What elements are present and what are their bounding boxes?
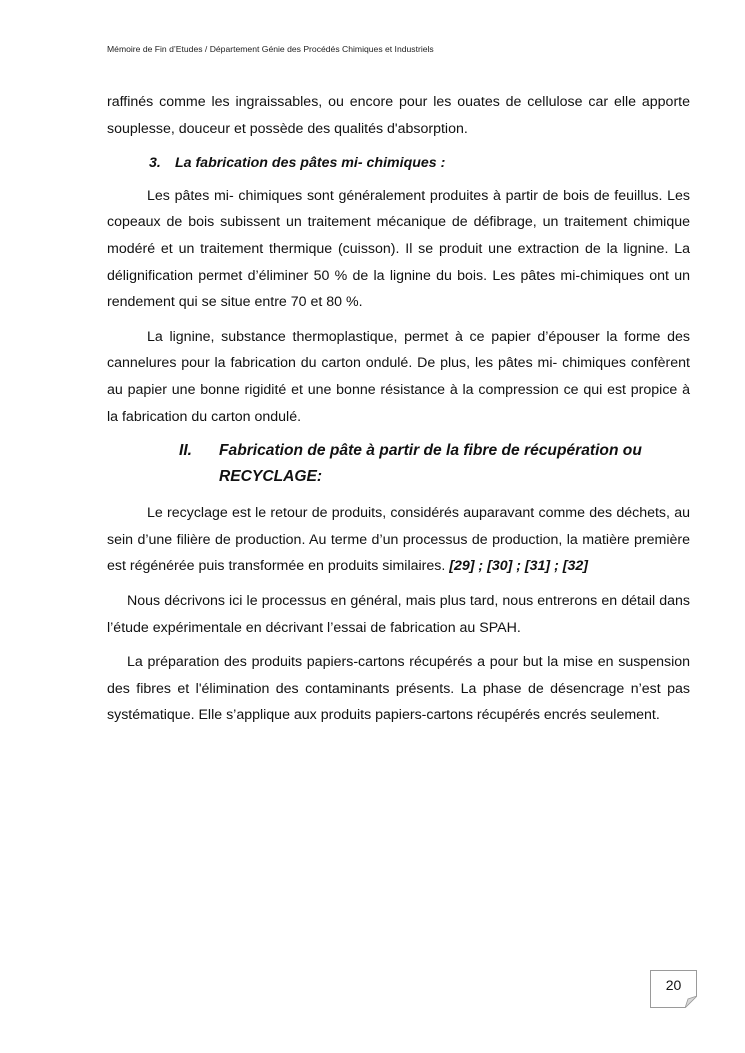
running-header: Mémoire de Fin d’Etudes / Département Génie des Procédés Chimiques et Industriels [107, 44, 434, 54]
page-fold-icon [685, 996, 697, 1008]
paragraph-recyclage-text: Le recyclage est le retour de produits, considérés auparavant comme des déchets, au sein d’une filière de production. Au terme d’un processus de production, la matière première est régénérée puis transformée en produits similaires. [107, 505, 690, 575]
page-number-box [650, 970, 697, 1008]
paragraph-continuation: raffinés comme les ingraissables, ou encore pour les ouates de cellulose car elle apporte souplesse, douceur et possède des qualités d'absorption. [107, 94, 690, 137]
subsection-number: 3. [149, 155, 161, 172]
section-title-line-1: Fabrication de pâte à partir de la fibre de récupération ou [219, 442, 642, 460]
subsection-title: La fabrication des pâtes mi- chimiques : [174, 155, 446, 172]
section-number-wrapper [107, 438, 219, 490]
section-number: II. [179, 442, 192, 460]
paragraph-processus: Nous décrivons ici le processus en général, mais plus tard, nous entrerons en détail dans l’étude expérimentale en décrivant l’essai de fabrication au SPAH. [107, 592, 690, 636]
page-body [107, 89, 690, 737]
section-title-line-2: RECYCLAGE: [219, 468, 323, 486]
section-title [219, 438, 659, 490]
paragraph-recyclage [107, 500, 690, 580]
section-heading-2 [107, 438, 690, 490]
page-number: 20 [665, 977, 682, 993]
subsection-heading-3 [107, 150, 690, 177]
paragraph-preparation: La préparation des produits papiers-cartons récupérés a pour but la mise en suspension des fibres et l'élimination des contaminants présents. La phase de désencrage n’est pas systématique. Elle s’applique aux produits papiers-cartons récupérés encrés seulement. [107, 654, 690, 724]
paragraph-mi-chimiques: Les pâtes mi- chimiques sont généralement produites à partir de bois de feuillus. Les copeaux de bois subissent un traitement mécanique de défibrage, un traitement chimique modéré et un traitement thermique (cuisson). Il se produit une extraction de la lignine. La délignification permet d’éliminer 50 % de la lignine du bois. Les pâtes mi-chimiques ont un rendement qui se situe entre 70 et 80 %. [107, 187, 690, 311]
paragraph-lignine: La lignine, substance thermoplastique, permet à ce papier d’épouser la forme des cannelures pour la fabrication du carton ondulé. De plus, les pâtes mi- chimiques confèrent au papier une bonne rigidité et une bonne résistance à la compression ce qui est propice à la fabrication du carton ondulé. [107, 328, 690, 425]
citation-references: [29] ; [30] ; [31] ; [32] [449, 558, 588, 575]
